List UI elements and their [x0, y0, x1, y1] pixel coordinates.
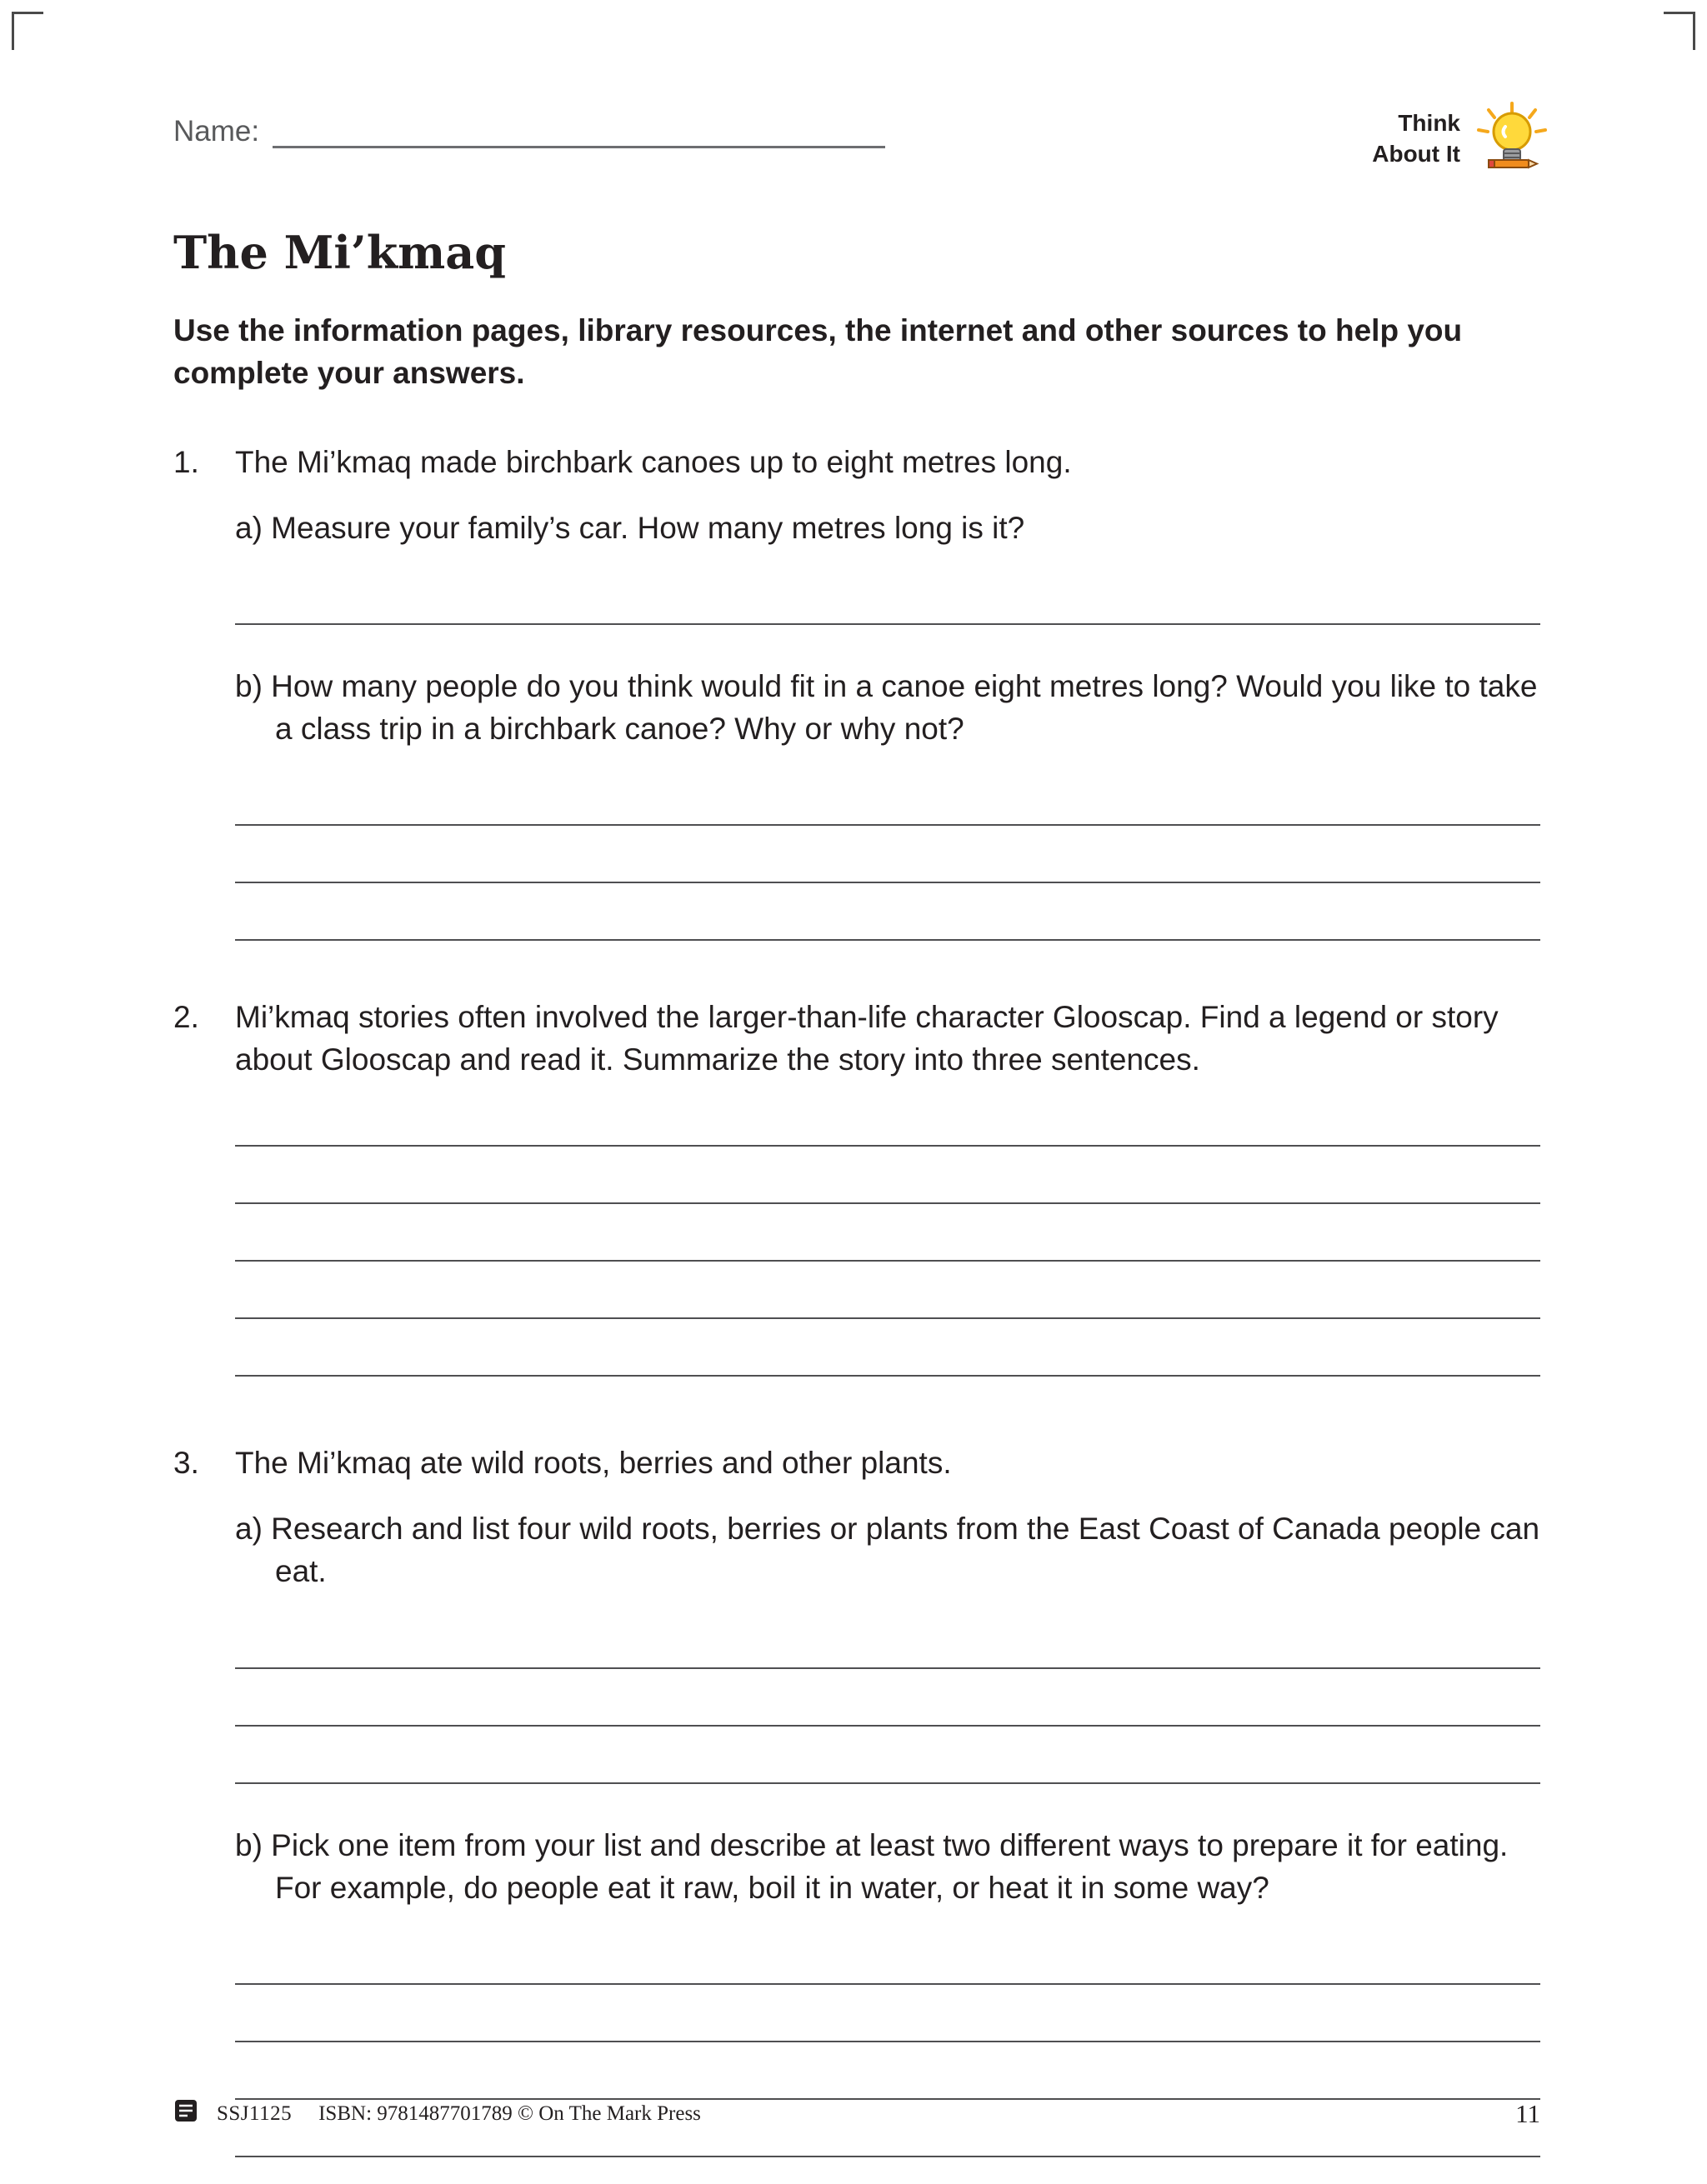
name-label: Name:	[173, 115, 260, 147]
answer-blank-line	[235, 1089, 1540, 1147]
think-about-it-badge	[1372, 100, 1549, 177]
product-code: SSJ1125	[217, 2102, 293, 2125]
question-3a-answer-lines	[235, 1612, 1540, 1784]
answer-blank-line	[235, 1985, 1540, 2042]
crop-mark-top-right	[1664, 12, 1695, 50]
question-3-text: The Mi’kmaq ate wild roots, berries and other plants.	[235, 1446, 952, 1481]
answer-blank-line	[235, 1319, 1540, 1377]
name-blank-line	[273, 117, 885, 148]
question-2-number: 2.	[173, 1000, 199, 1035]
page-title: The Mi’kmaq	[173, 226, 506, 279]
answer-blank-line	[235, 883, 1540, 941]
question-1-text: The Mi’kmaq made birchbark canoes up to eight metres long.	[235, 445, 1072, 480]
answer-blank-line	[235, 1927, 1540, 1985]
answer-blank-line	[235, 1262, 1540, 1319]
answer-blank-line	[235, 1204, 1540, 1262]
answer-blank-line	[235, 1669, 1540, 1727]
lightbulb-pencil-icon	[1469, 100, 1549, 177]
question-1b-text: b) How many people do you think would fit in a canoe eight metres long? Would you like to take a class trip in a birchbark canoe? Why or why not?	[235, 669, 1538, 747]
question-1a-text: a) Measure your family’s car. How many metres long is it?	[235, 511, 1025, 546]
name-row	[173, 100, 885, 148]
answer-blank-line	[235, 826, 1540, 883]
question-1-number: 1.	[173, 445, 199, 480]
answer-blank-line	[235, 1147, 1540, 1204]
question-1b-answer-lines	[235, 768, 1540, 941]
answer-blank-line	[235, 1612, 1540, 1669]
page-footer	[173, 2098, 1540, 2129]
crop-mark-top-left	[12, 12, 43, 50]
question-1	[173, 441, 1540, 941]
question-2	[173, 996, 1540, 1377]
question-3-number: 3.	[173, 1446, 199, 1481]
page-header	[173, 100, 1540, 177]
question-list	[173, 441, 1540, 2157]
question-3	[173, 1442, 1540, 2157]
question-2-answer-lines	[235, 1089, 1540, 1377]
question-1a-answer-lines	[235, 567, 1540, 625]
question-2-text: Mi’kmaq stories often involved the larger-than-life character Glooscap. Find a legend or story about Glooscap and read it. Summarize the story into three sentences.	[235, 1000, 1499, 1077]
answer-blank-line	[235, 567, 1540, 625]
question-3b-text: b) Pick one item from your list and describe at least two different ways to prepare it for eating. For example, do people eat it raw, boil it in water, or heat it in some way?	[235, 1827, 1509, 1905]
think-about-it-label: Think About It	[1372, 110, 1460, 167]
question-3a-text: a) Research and list four wild roots, berries or plants from the East Coast of Canada people can eat.	[235, 1512, 1540, 1589]
answer-blank-line	[235, 768, 1540, 826]
intro-instructions: Use the information pages, library resources, the internet and other sources to help you complete your answers.	[173, 313, 1463, 391]
page-number: 11	[1515, 2098, 1540, 2128]
publisher-logo-icon	[173, 2098, 198, 2129]
answer-blank-line	[235, 1727, 1540, 1784]
isbn-copyright: ISBN: 9781487701789 © On The Mark Press	[318, 2102, 701, 2125]
answer-blank-line	[235, 2042, 1540, 2100]
